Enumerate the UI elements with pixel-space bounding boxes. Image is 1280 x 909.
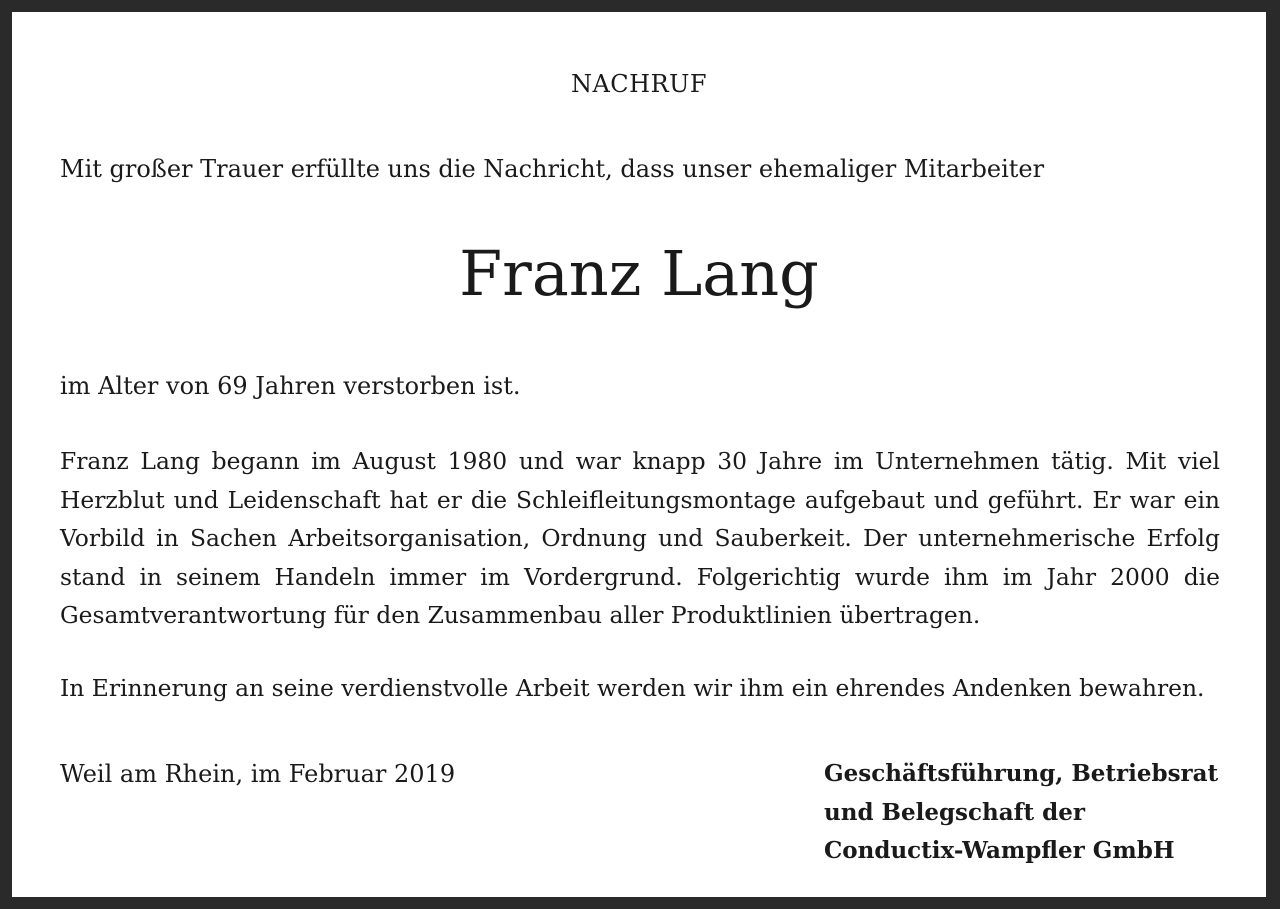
place-date: Weil am Rhein, im Februar 2019	[60, 760, 456, 788]
remembrance-paragraph: In Erinnerung an seine verdienstvolle Arbeit werden wir ihm ein ehrendes Andenken bewahren.	[60, 674, 1205, 702]
notice-heading: NACHRUF	[570, 70, 708, 98]
intro-text: Mit großer Trauer erfüllte uns die Nachricht, dass unser ehemaliger Mitarbeiter	[60, 155, 1045, 183]
signer-line: und Belegschaft der	[824, 798, 1085, 826]
signer-line: Conductix-Wampfler GmbH	[824, 837, 1175, 864]
signers-block	[824, 755, 1218, 871]
biography-paragraph: Franz Lang begann im August 1980 und war knapp 30 Jahre im Unternehmen tätig. Mit viel Herzblut und Leidenschaft hat er die Schleifleitungsmontage aufgebaut und geführt. Er war ein Vorbild in Sachen Arbeitsorganisation, Ordnung und Sauberkeit. Der unternehmerische Erfolg stand in seinem Handeln immer im Vordergrund. Folgerichtig wurde ihm im Jahr 2000 die Gesamtverantwortung für den Zusammenbau aller Produktlinien übertragen.	[60, 447, 1220, 629]
age-text: im Alter von 69 Jahren verstorben ist.	[60, 372, 521, 400]
signer-line: Geschäftsführung, Betriebsrat	[824, 760, 1219, 787]
deceased-name: Franz Lang	[459, 237, 819, 310]
